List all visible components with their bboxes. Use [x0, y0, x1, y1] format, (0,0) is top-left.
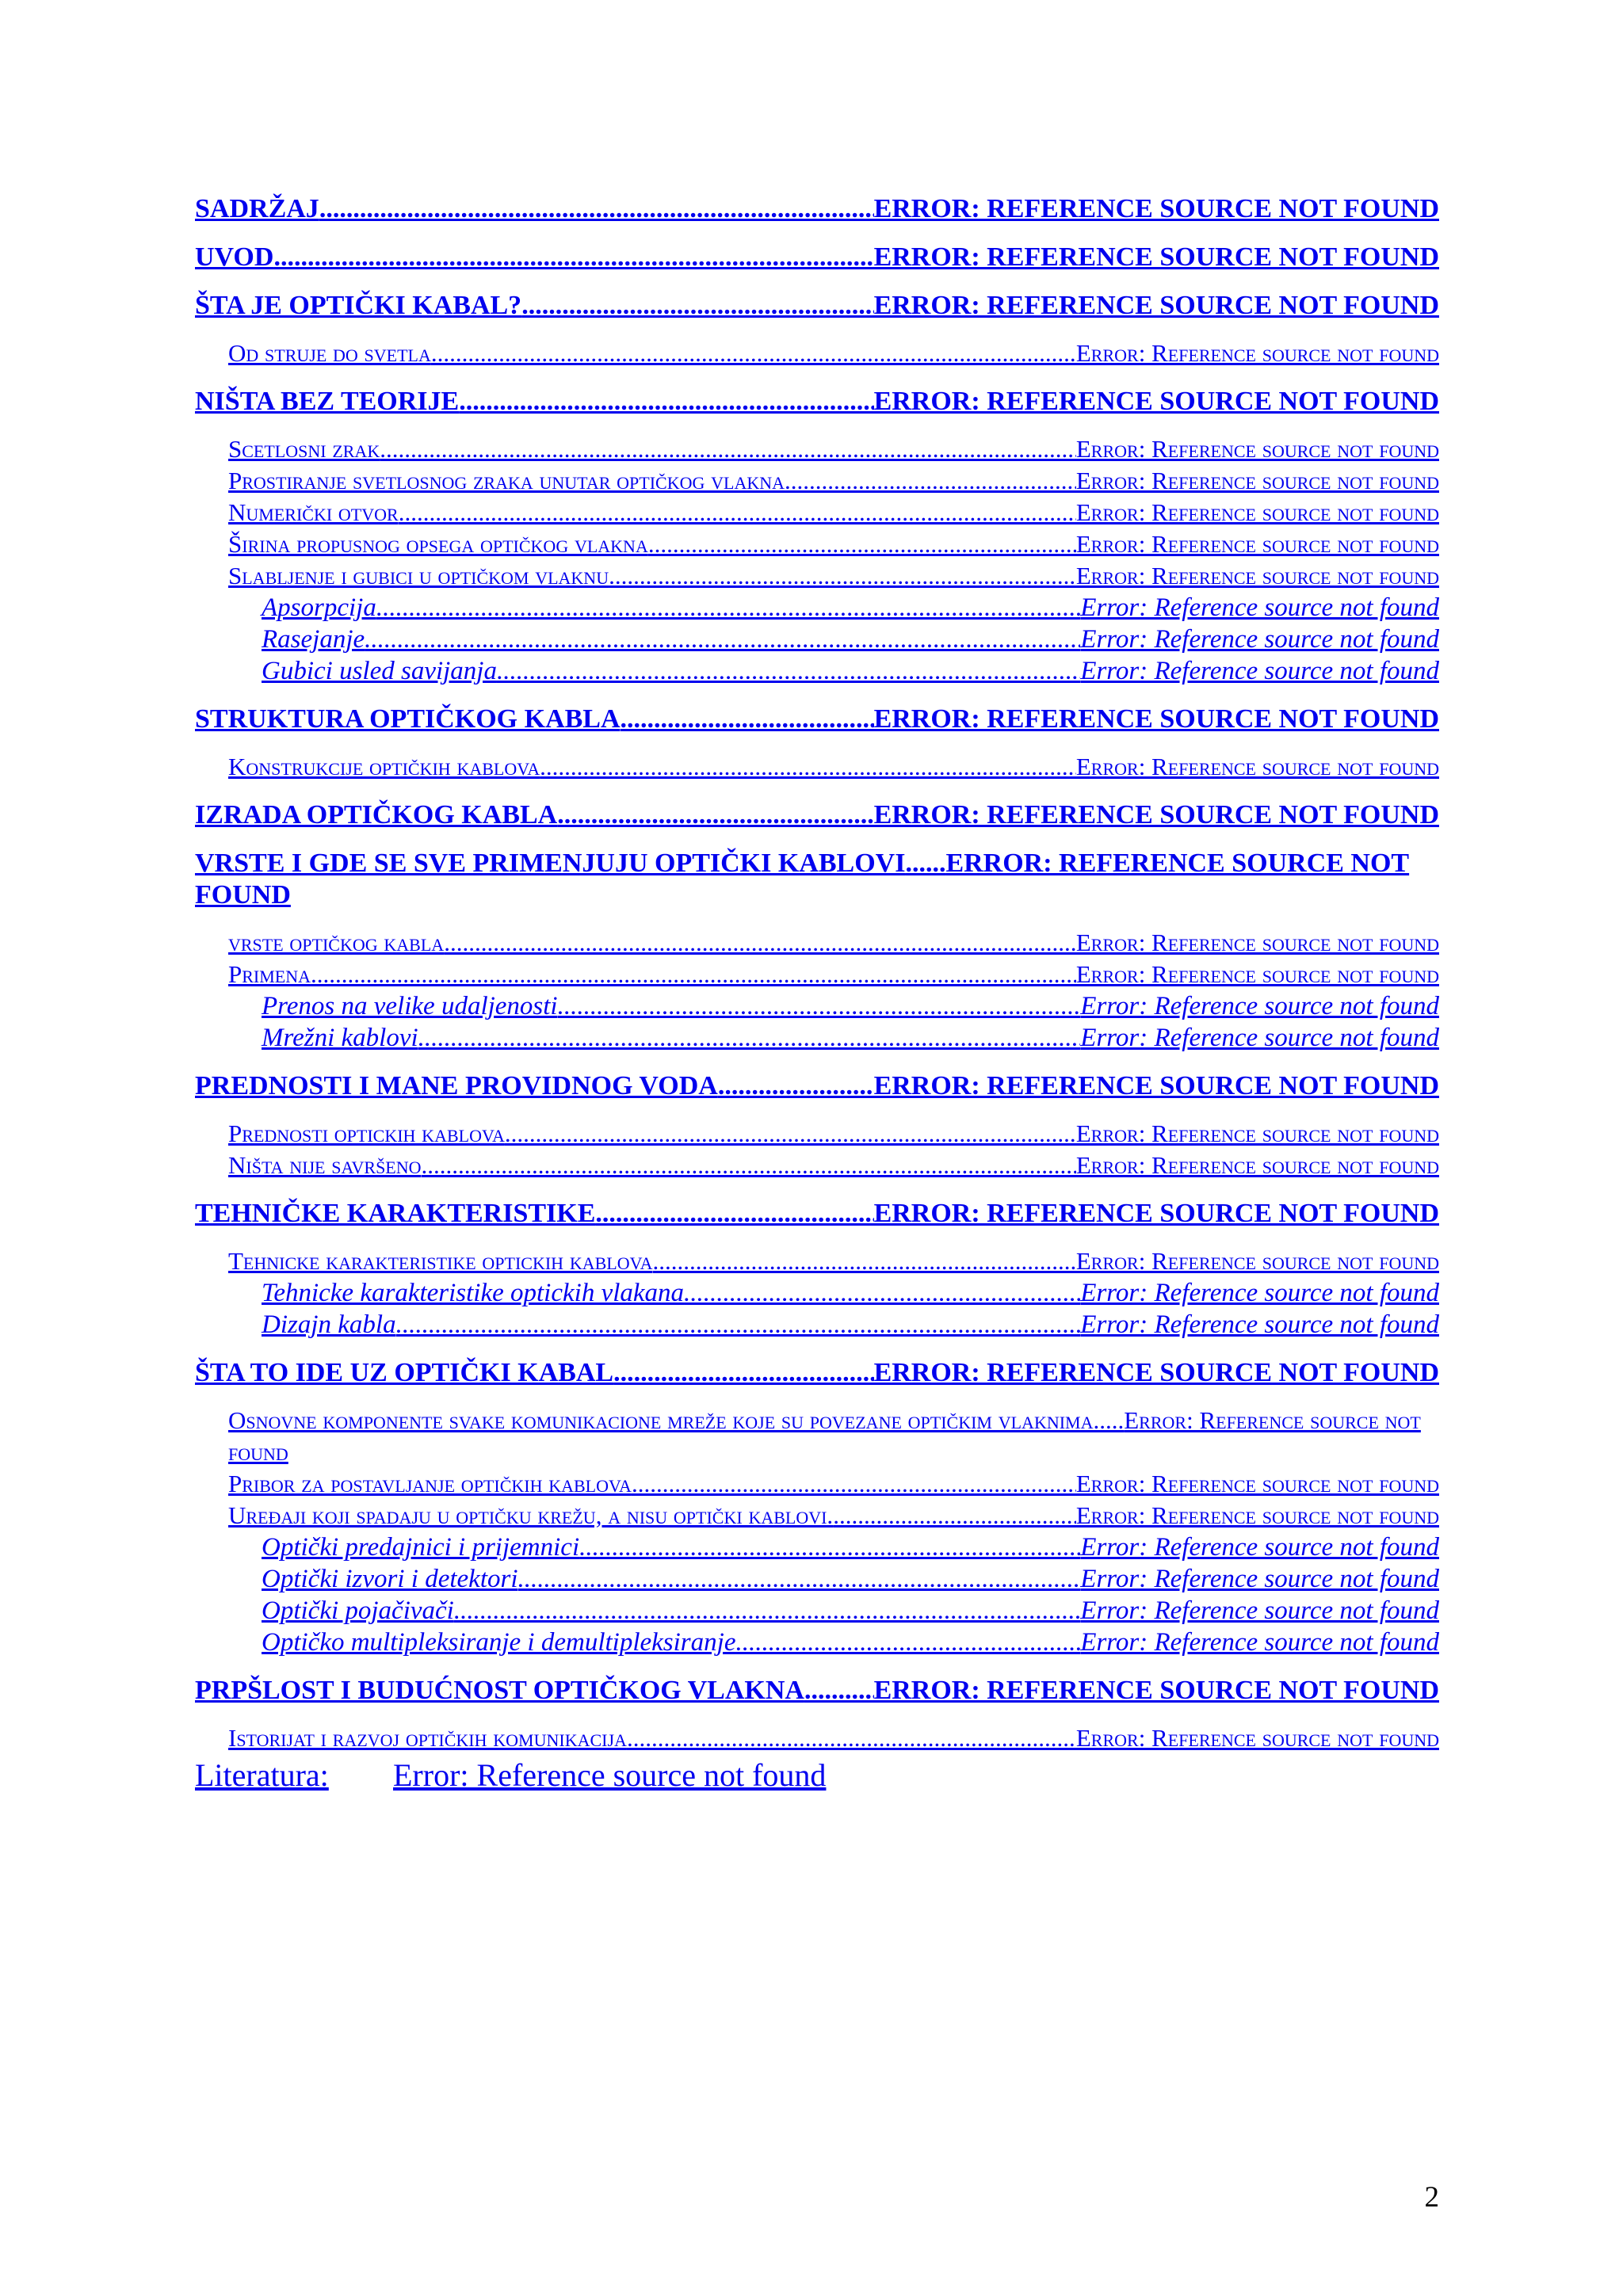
- toc-entry-leader: [653, 1245, 1076, 1277]
- toc-entry-title: Od struje do svetla: [228, 339, 431, 367]
- toc-entry-level-3[interactable]: [195, 655, 1439, 687]
- toc-entry-title: Širina propusnog opsega optičkog vlakna: [228, 530, 648, 558]
- literature-reference: Error: Reference source not found: [393, 1757, 827, 1793]
- toc-entry-reference: Error: Reference source not found: [1075, 1119, 1439, 1147]
- toc-entry-leader: [557, 799, 873, 831]
- toc-entry-level-2[interactable]: [195, 433, 1439, 465]
- toc-entry-reference: ERROR: REFERENCE SOURCE NOT FOUND: [873, 704, 1439, 734]
- toc-entry-leader: [273, 242, 873, 273]
- toc-entry-title: Primena: [228, 960, 311, 988]
- toc-entry-leader: [311, 959, 1076, 990]
- toc-entry-reference: Error: Reference source not found: [1080, 1565, 1439, 1593]
- toc-entry-reference: Error: Reference source not found: [1080, 625, 1439, 654]
- toc-entry-reference: Error: Reference source not found: [1080, 1279, 1439, 1307]
- toc-entry-title: Scetlosni zrak: [228, 435, 380, 463]
- toc-entry-title: Mrežni kablovi: [262, 1024, 418, 1052]
- toc-entry-reference: Error: Reference source not found: [1075, 562, 1439, 589]
- toc-entry-level-3[interactable]: [195, 1563, 1439, 1595]
- toc-entry-leader: [804, 1675, 874, 1707]
- toc-entry-reference: Error: Reference source not found: [1075, 498, 1439, 526]
- toc-entry-level-2[interactable]: [195, 497, 1439, 528]
- toc-entry-title: Optički izvori i detektori: [262, 1565, 518, 1593]
- toc-entry-title: Rasejanje: [262, 625, 365, 654]
- toc-entry-leader: [365, 624, 1080, 655]
- toc-entry-leader: ......: [905, 849, 946, 878]
- toc-entry-leader: [431, 338, 1076, 369]
- toc-entry-leader: [396, 1309, 1081, 1341]
- toc-entry-leader: [459, 386, 873, 418]
- toc-entry-leader: [579, 1531, 1080, 1563]
- toc-entry-level-3[interactable]: [195, 592, 1439, 624]
- toc-entry-title: Tehnicke karakteristike optickih vlakana: [262, 1279, 685, 1307]
- toc-entry-title: UVOD: [195, 242, 274, 272]
- toc-entry-literature[interactable]: [195, 1757, 1439, 1794]
- toc-entry-reference: Error: Reference source not found: [1080, 1533, 1439, 1562]
- toc-entry-level-2[interactable]: [195, 1500, 1439, 1531]
- toc-entry-level-2[interactable]: [195, 927, 1439, 959]
- toc-entry-level-3[interactable]: [195, 1531, 1439, 1563]
- toc-entry-title: Slabljenje i gubici u optičkom vlaknu: [228, 562, 609, 589]
- toc-entry-level-3[interactable]: [195, 624, 1439, 655]
- toc-entry-leader: [422, 1150, 1076, 1181]
- toc-entry-reference: ERROR: REFERENCE SOURCE NOT FOUND: [873, 1071, 1439, 1100]
- toc-entry-title: SADRŽAJ: [195, 194, 319, 223]
- toc-entry-title: Gubici usled savijanja: [262, 657, 497, 685]
- toc-entry-reference: Error: Reference source not found: [1080, 657, 1439, 685]
- toc-entry-reference: Error: Reference source not found: [1075, 467, 1439, 494]
- toc-entry-title: Tehnicke karakteristike optickih kablova: [228, 1247, 653, 1275]
- toc-entry-level-3[interactable]: [195, 1277, 1439, 1309]
- toc-entry-level-1[interactable]: [195, 1070, 1439, 1102]
- toc-entry-leader: [833, 1500, 1076, 1531]
- toc-entry-reference: Error: Reference source not found: [1080, 1628, 1439, 1657]
- toc-entry-level-1[interactable]: [195, 799, 1439, 831]
- toc-entry-reference: Error: Reference source not found: [1075, 1151, 1439, 1179]
- toc-entry-leader: [632, 1468, 1076, 1500]
- toc-entry-leader: [785, 465, 1076, 497]
- toc-entry-reference: ERROR: REFERENCE SOURCE NOT FOUND: [873, 194, 1439, 223]
- toc-entry-reference: Error: Reference source not found: [1075, 339, 1439, 367]
- toc-entry-level-2[interactable]: [195, 751, 1439, 783]
- toc-entry-level-2[interactable]: [195, 1405, 1439, 1468]
- toc-entry-reference: Error: Reference source not found: [1075, 435, 1439, 463]
- toc-entry-level-2[interactable]: [195, 1150, 1439, 1181]
- toc-entry-leader: [613, 1357, 873, 1389]
- toc-entry-title: Osnovne komponente svake komunikacione mreže koje su povezane optičkim vlaknima: [228, 1406, 1094, 1434]
- toc-entry-level-1[interactable]: [195, 1675, 1439, 1707]
- toc-entry-title: PREDNOSTI I MANE PROVIDNOG VODA: [195, 1071, 718, 1100]
- toc-entry-reference: Error: Reference source not found: [1075, 929, 1439, 956]
- toc-entry-leader: [558, 990, 1081, 1022]
- toc-entry-level-3[interactable]: [195, 1627, 1439, 1658]
- toc-entry-level-1[interactable]: [195, 386, 1439, 418]
- toc-entry-leader: [376, 592, 1080, 624]
- toc-entry-title: NIŠTA BEZ TEORIJE: [195, 387, 460, 416]
- toc-entry-reference: ERROR: REFERENCE SOURCE NOT FOUND: [873, 1358, 1439, 1387]
- toc-entry-level-2[interactable]: [195, 1245, 1439, 1277]
- toc-entry-reference: Error: Reference source not found: [1080, 593, 1439, 622]
- toc-entry-reference: Error: Reference source not found: [1075, 960, 1439, 988]
- toc-entry-leader: .....: [1093, 1406, 1125, 1434]
- toc-entry-title: Uređaji koji spadaju u optičku krežu, a nisu optički kablovi.: [228, 1501, 834, 1529]
- toc-entry-level-3[interactable]: [195, 1595, 1439, 1627]
- literature-title: Literatura:: [195, 1757, 329, 1793]
- toc-entry-title: VRSTE I GDE SE SVE PRIMENJUJU OPTIČKI KABLOVI: [195, 849, 906, 878]
- toc-entry-leader: [540, 751, 1076, 783]
- toc-entry-reference: Error: Reference source not found: [1075, 1470, 1439, 1497]
- toc-entry-level-2[interactable]: [195, 338, 1439, 369]
- toc-entry-leader: [518, 1563, 1081, 1595]
- toc-entry-reference: Error: Reference source not found: [1075, 753, 1439, 780]
- toc-entry-reference: Error: Reference source not found: [1080, 1310, 1439, 1339]
- toc-entry-title: Optički predajnici i prijemnici: [262, 1533, 580, 1562]
- toc-entry-title: Dizajn kabla: [262, 1310, 396, 1339]
- toc-entry-leader: [380, 433, 1076, 465]
- toc-entry-title: Ništa nije savršeno: [228, 1151, 422, 1179]
- toc-entry-level-2[interactable]: [195, 959, 1439, 990]
- toc-entry-level-2[interactable]: [195, 465, 1439, 497]
- toc-entry-title: Apsorpcija: [262, 593, 376, 622]
- toc-entry-leader: [718, 1070, 874, 1102]
- toc-entry-reference: Error: Reference source not found: [1075, 1501, 1439, 1529]
- toc-entry-title: IZRADA OPTIČKOG KABLA: [195, 800, 558, 830]
- toc-entry-level-3[interactable]: [195, 1309, 1439, 1341]
- toc-entry-reference: Error: Reference source not found: [1075, 530, 1439, 558]
- toc-entry-level-3[interactable]: [195, 1022, 1439, 1054]
- toc-entry-title: PRPŠLOST I BUDUĆNOST OPTIČKOG VLAKNA: [195, 1676, 804, 1705]
- toc-entry-reference: Error: Reference source not found: [1075, 1724, 1439, 1752]
- toc-entry-leader: [399, 497, 1076, 528]
- toc-entry-leader: [609, 560, 1076, 592]
- toc-entry-title: TEHNIČKE KARAKTERISTIKE: [195, 1199, 596, 1228]
- toc-entry-title: ŠTA TO IDE UZ OPTIČKI KABAL: [195, 1358, 614, 1387]
- toc-entry-title: Numerički otvor: [228, 498, 399, 526]
- toc-entry-reference: ERROR: REFERENCE SOURCE NOT FOUND: [873, 387, 1439, 416]
- toc-entry-reference: Error: Reference source not found: [1080, 992, 1439, 1020]
- toc-entry-level-2[interactable]: [195, 528, 1439, 560]
- toc-entry-level-2[interactable]: [195, 1722, 1439, 1754]
- toc-entry-leader: [648, 528, 1076, 560]
- toc-entry-level-1[interactable]: [195, 848, 1439, 911]
- toc-entry-leader: [454, 1595, 1080, 1627]
- toc-entry-level-1[interactable]: [195, 1357, 1439, 1389]
- toc-entry-leader: [497, 655, 1080, 687]
- toc-entry-reference: Error: Reference source not found: [1080, 1596, 1439, 1625]
- page-number: 2: [1424, 2181, 1439, 2214]
- toc-entry-reference: Error: Reference source not found: [1080, 1024, 1439, 1052]
- toc-entry-reference: ERROR: REFERENCE SOURCE NOT FOUND: [873, 291, 1439, 320]
- toc-entry-title: Prenos na velike udaljenosti: [262, 992, 558, 1020]
- toc-entry-leader: [684, 1277, 1080, 1309]
- toc-entry-reference: Error: Reference source not found: [228, 1406, 1421, 1466]
- toc-entry-level-1[interactable]: [195, 704, 1439, 735]
- toc-entry-reference: ERROR: REFERENCE SOURCE NOT FOUND: [873, 242, 1439, 272]
- toc-entry-leader: [319, 193, 874, 225]
- toc-entry-title: Konstrukcije optičkih kablova: [228, 753, 540, 780]
- toc-entry-title: Optičko multipleksiranje i demultipleksiranje: [262, 1628, 736, 1657]
- toc-entry-title: STRUKTURA OPTIČKOG KABLA: [195, 704, 621, 734]
- table-of-contents: [195, 193, 1439, 1794]
- toc-entry-leader: [621, 704, 874, 735]
- toc-entry-reference: ERROR: REFERENCE SOURCE NOT FOUND: [873, 1199, 1439, 1228]
- toc-entry-level-2[interactable]: [195, 1118, 1439, 1150]
- toc-entry-title: ŠTA JE OPTIČKI KABAL?: [195, 291, 522, 320]
- toc-entry-leader: [735, 1627, 1080, 1658]
- toc-entry-reference: ERROR: REFERENCE SOURCE NOT FOUND: [873, 1676, 1439, 1705]
- toc-entry-leader: [444, 927, 1076, 959]
- toc-entry-level-1[interactable]: [195, 242, 1439, 273]
- toc-entry-title: Prostiranje svetlosnog zraka unutar optičkog vlakna: [228, 467, 785, 494]
- toc-entry-level-1[interactable]: [195, 290, 1439, 322]
- toc-entry-reference: Error: Reference source not found: [1075, 1247, 1439, 1275]
- toc-entry-level-1[interactable]: [195, 1198, 1439, 1230]
- toc-entry-level-2[interactable]: [195, 560, 1439, 592]
- toc-entry-title: Prednosti optickih kablova: [228, 1119, 505, 1147]
- toc-entry-leader: [627, 1722, 1076, 1754]
- toc-entry-leader: [521, 290, 873, 322]
- toc-entry-leader: [505, 1118, 1076, 1150]
- toc-entry-level-2[interactable]: [195, 1468, 1439, 1500]
- toc-entry-reference: ERROR: REFERENCE SOURCE NOT FOUND: [195, 849, 1410, 910]
- toc-entry-title: vrste optičkog kabla: [228, 929, 445, 956]
- toc-entry-level-3[interactable]: [195, 990, 1439, 1022]
- toc-entry-leader: [595, 1198, 873, 1230]
- toc-entry-reference: ERROR: REFERENCE SOURCE NOT FOUND: [873, 800, 1439, 830]
- toc-entry-title: Istorijat i razvoj optičkih komunikacija: [228, 1724, 627, 1752]
- toc-entry-leader: [418, 1022, 1081, 1054]
- toc-entry-title: Pribor za postavljanje optičkih kablova: [228, 1470, 632, 1497]
- toc-entry-title: Optički pojačivači: [262, 1596, 454, 1625]
- toc-entry-level-1[interactable]: [195, 193, 1439, 225]
